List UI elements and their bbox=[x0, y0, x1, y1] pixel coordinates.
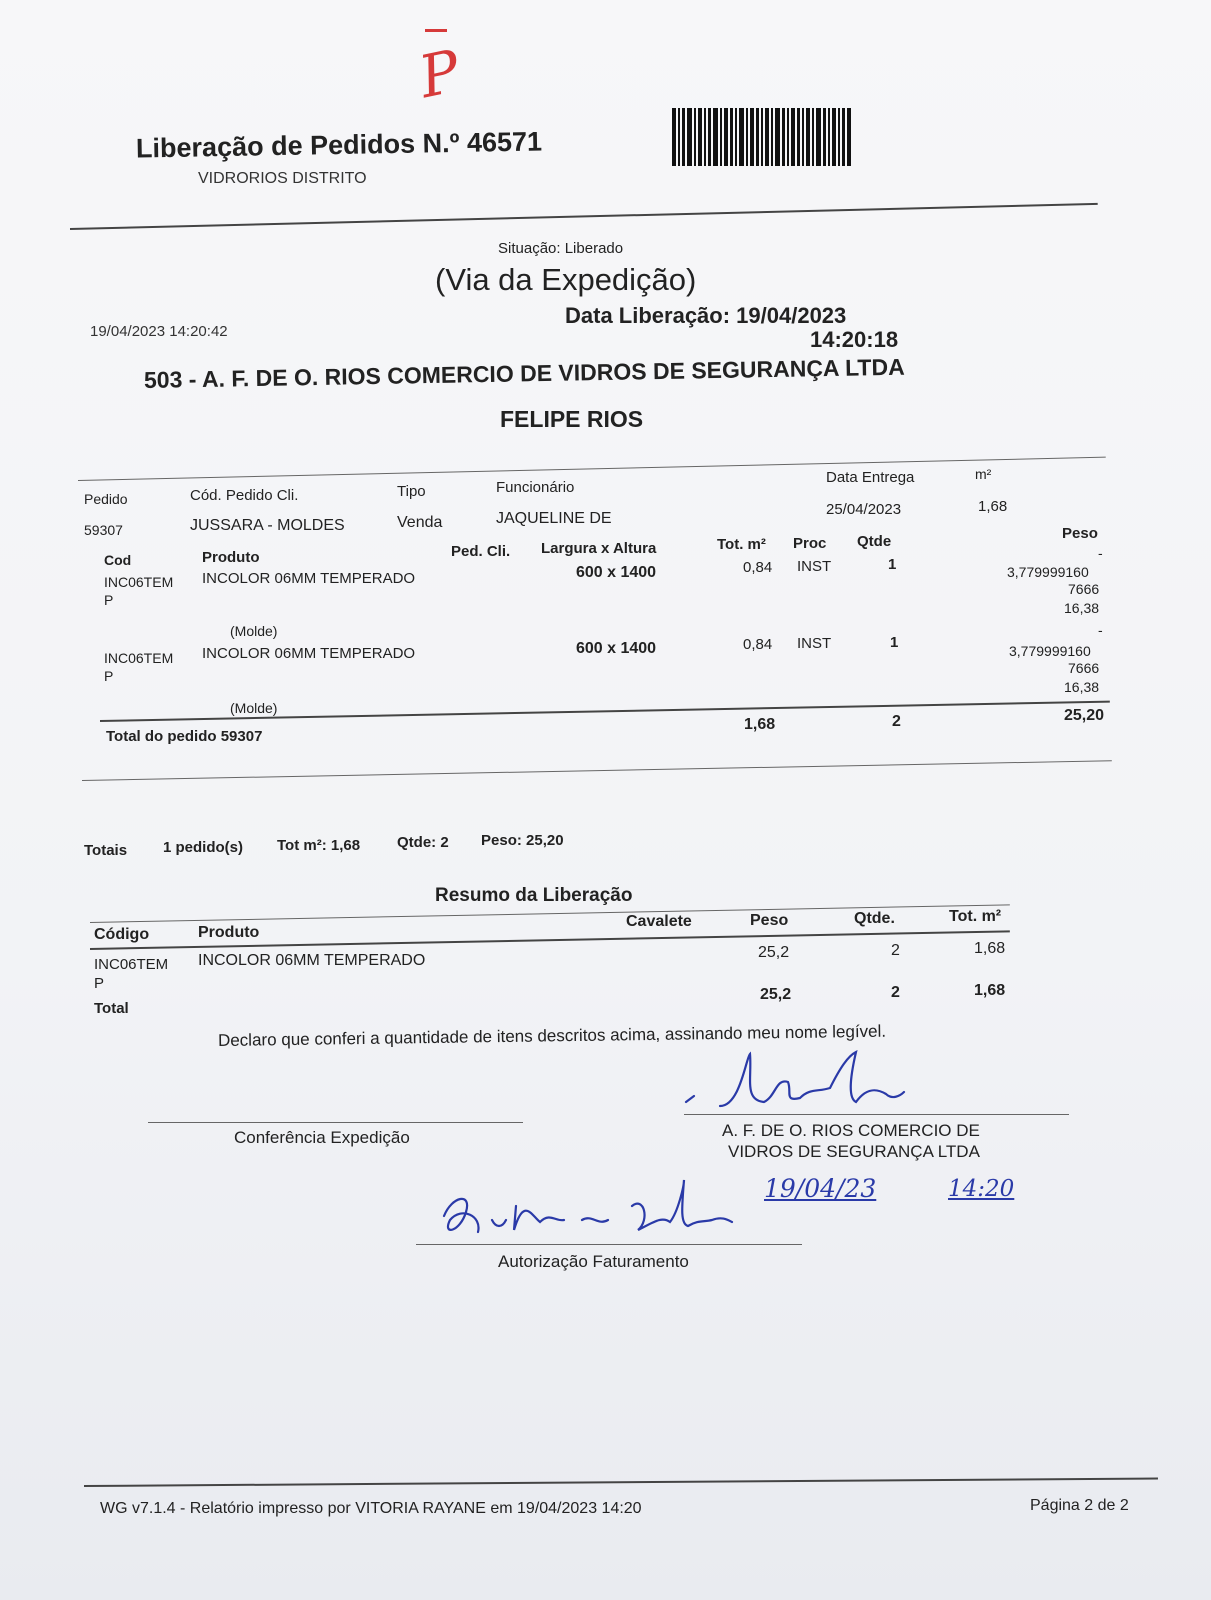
signature-line-client bbox=[684, 1114, 1069, 1115]
item-qtde: 1 bbox=[888, 556, 897, 573]
col-tot-m2: Tot. m² bbox=[717, 536, 766, 553]
red-pen-mark: P bbox=[413, 36, 466, 112]
resumo-total-peso: 25,2 bbox=[760, 986, 792, 1003]
declaration-text: Declaro que conferi a quantidade de itens descritos acima, assinando meu nome legível. bbox=[217, 1021, 887, 1050]
col-proc: Proc bbox=[793, 535, 827, 552]
totais-qtde: Qtde: 2 bbox=[397, 834, 449, 851]
item-peso-dash: - bbox=[1098, 622, 1103, 638]
item-dims: 600 x 1400 bbox=[576, 564, 657, 581]
resumo-peso: 25,2 bbox=[758, 944, 790, 961]
col-data-entrega: Data Entrega bbox=[826, 469, 915, 486]
item-cod-cont: P bbox=[104, 592, 114, 608]
signature-autorizacao bbox=[432, 1176, 742, 1248]
col-peso: Peso bbox=[1062, 525, 1098, 542]
item-cod: INC06TEM bbox=[104, 574, 174, 590]
col-cod-pedido-cli: Cód. Pedido Cli. bbox=[190, 487, 299, 504]
signature-line-autorizacao bbox=[416, 1244, 802, 1245]
client-company-line1: A. F. DE O. RIOS COMERCIO DE bbox=[722, 1121, 980, 1140]
order-pedido: 59307 bbox=[84, 522, 123, 538]
client-contact: FELIPE RIOS bbox=[500, 406, 644, 432]
order-total-qtde: 2 bbox=[892, 713, 901, 730]
resumo-total-label: Total bbox=[94, 1000, 129, 1017]
handwritten-time: 14:20 bbox=[948, 1176, 1015, 1202]
resumo-cod: INC06TEM bbox=[94, 956, 169, 973]
col-ped-cli: Ped. Cli. bbox=[451, 543, 511, 560]
resumo-col-qtde: Qtde. bbox=[854, 910, 895, 927]
item-peso-total: 16,38 bbox=[1064, 679, 1100, 695]
resumo-total-tot-m2: 1,68 bbox=[974, 982, 1006, 999]
order-funcionario: JAQUELINE DE bbox=[496, 510, 612, 527]
col-m2: m² bbox=[975, 466, 992, 482]
divider bbox=[82, 760, 1112, 781]
order-data-entrega: 25/04/2023 bbox=[826, 501, 902, 518]
item-peso-cont: 7666 bbox=[1068, 581, 1100, 597]
totais-pedidos: 1 pedido(s) bbox=[163, 839, 244, 856]
item-obs: (Molde) bbox=[230, 700, 278, 716]
resumo-col-cavalete: Cavalete bbox=[626, 913, 692, 930]
order-total-m2: 1,68 bbox=[744, 716, 776, 733]
item-tot-m2: 0,84 bbox=[743, 559, 773, 576]
divider bbox=[70, 203, 1098, 230]
via-label: (Via da Expedição) bbox=[435, 262, 697, 297]
item-qtde: 1 bbox=[890, 634, 899, 651]
item-tot-m2: 0,84 bbox=[743, 636, 773, 653]
printed-timestamp: 19/04/2023 14:20:42 bbox=[90, 323, 228, 340]
resumo-title: Resumo da Liberação bbox=[435, 885, 633, 906]
client-company-line2: VIDROS DE SEGURANÇA LTDA bbox=[728, 1142, 980, 1161]
order-m2: 1,68 bbox=[978, 498, 1008, 515]
col-tipo: Tipo bbox=[397, 483, 426, 500]
resumo-total-qtde: 2 bbox=[891, 984, 900, 1001]
barcode bbox=[672, 108, 854, 166]
totais-m2: Tot m²: 1,68 bbox=[277, 837, 361, 854]
col-cod: Cod bbox=[104, 552, 132, 568]
item-produto: INCOLOR 06MM TEMPERADO bbox=[202, 645, 416, 662]
resumo-col-codigo: Código bbox=[94, 926, 150, 943]
order-total-peso: 25,20 bbox=[1064, 707, 1105, 724]
item-proc: INST bbox=[797, 558, 832, 575]
red-pen-dash bbox=[425, 29, 447, 32]
resumo-cod-cont: P bbox=[94, 975, 105, 992]
item-obs: (Molde) bbox=[230, 623, 278, 639]
page-number: Página 2 de 2 bbox=[1030, 1497, 1129, 1514]
handwritten-date: 19/04/23 bbox=[764, 1174, 877, 1203]
signature-client bbox=[680, 1048, 920, 1114]
item-peso-total: 16,38 bbox=[1064, 600, 1100, 616]
order-cod-pedido-cli: JUSSARA - MOLDES bbox=[190, 517, 345, 534]
data-liberacao-time: 14:20:18 bbox=[810, 327, 899, 352]
resumo-tot-m2: 1,68 bbox=[974, 940, 1006, 957]
resumo-qtde: 2 bbox=[891, 942, 900, 959]
col-largura-altura: Largura x Altura bbox=[541, 540, 657, 557]
item-cod-cont: P bbox=[104, 668, 114, 684]
resumo-produto: INCOLOR 06MM TEMPERADO bbox=[198, 952, 426, 969]
col-pedido: Pedido bbox=[84, 491, 128, 507]
signature-line-conferencia bbox=[148, 1122, 523, 1123]
totais-label: Totais bbox=[84, 842, 128, 859]
document-title: Liberação de Pedidos N.º 46571 bbox=[135, 126, 543, 164]
autorizacao-label: Autorização Faturamento bbox=[498, 1252, 689, 1271]
company-subtitle: VIDRORIOS DISTRITO bbox=[198, 170, 367, 187]
order-total-label: Total do pedido 59307 bbox=[106, 728, 263, 745]
footer-print-info: WG v7.1.4 - Relatório impresso por VITORIA RAYANE em 19/04/2023 14:20 bbox=[100, 1500, 642, 1517]
divider bbox=[78, 457, 1106, 481]
resumo-col-produto: Produto bbox=[198, 924, 260, 941]
data-liberacao: Data Liberação: 19/04/2023 bbox=[565, 303, 847, 328]
item-produto: INCOLOR 06MM TEMPERADO bbox=[202, 570, 416, 587]
item-peso: 3,779999160 bbox=[1009, 643, 1091, 659]
item-cod: INC06TEM bbox=[104, 650, 174, 666]
conferencia-label: Conferência Expedição bbox=[234, 1128, 410, 1147]
item-peso-dash: - bbox=[1098, 545, 1103, 561]
resumo-col-peso: Peso bbox=[750, 912, 789, 929]
col-funcionario: Funcionário bbox=[496, 479, 575, 496]
client-name: 503 - A. F. DE O. RIOS COMERCIO DE VIDROS DE SEGURANÇA LTDA bbox=[143, 353, 905, 393]
resumo-col-tot-m2: Tot. m² bbox=[949, 908, 1002, 925]
item-peso-cont: 7666 bbox=[1068, 660, 1100, 676]
item-proc: INST bbox=[797, 635, 832, 652]
footer-divider bbox=[84, 1478, 1158, 1487]
item-peso: 3,779999160 bbox=[1007, 564, 1089, 580]
totais-peso: Peso: 25,20 bbox=[481, 832, 564, 849]
order-tipo: Venda bbox=[397, 514, 443, 531]
item-dims: 600 x 1400 bbox=[576, 640, 657, 657]
col-produto: Produto bbox=[202, 549, 260, 566]
situacao-label: Situação: Liberado bbox=[498, 240, 624, 257]
col-qtde: Qtde bbox=[857, 533, 892, 550]
